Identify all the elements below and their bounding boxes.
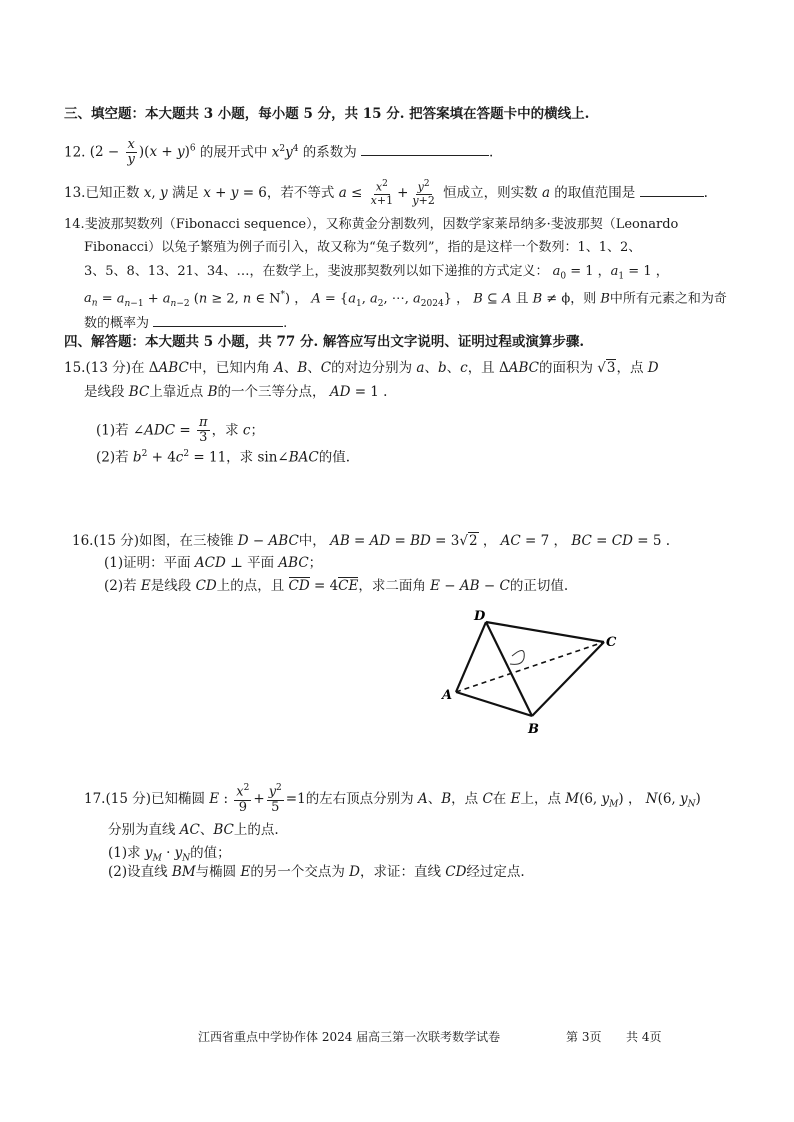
label-D: D — [474, 609, 486, 624]
question-16-part-2: (2)若 E是线段 CD上的点，且 CD = 4CE，求二面角 E − AB − C的正切值. — [104, 578, 569, 594]
edge-BC — [532, 642, 604, 716]
question-15-line-2: 是线段 BC上靠近点 B的一个三等分点， AD = 1 . — [84, 384, 388, 400]
section-4-heading: 四、解答题：本大题共 5 小题，共 77 分. 解答应写出文字说明、证明过程或演算步骤. — [64, 334, 585, 350]
label-A: A — [442, 688, 453, 703]
question-17-part-1: (1)求 $y_M \cdot y_N$的值； — [108, 845, 231, 864]
label-C: C — [606, 635, 617, 650]
section-3-heading: 三、填空题：本大题共 3 小题，每小题 5 分，共 15 分. 把答案填在答题卡中的横线上. — [64, 106, 590, 122]
tetrahedron-figure — [436, 606, 626, 738]
q12-expression: (2 − $\frac{x}{y}$ )$(x + y)^6$ — [89, 137, 196, 168]
edge-DA — [456, 622, 486, 692]
q12-number: 12. — [64, 144, 86, 161]
question-15-part-2: (2)若 $b^2 + 4c^2 = 11$，求 sin∠BAC的值. — [96, 449, 351, 466]
question-14-line-3: 3、5、8、13、21、34、…，在数学上，斐波那契数列以如下递推的方式定义： $a_0 = 1$ ，$a_1 = 1$ ， — [84, 264, 669, 282]
question-17-line-1: 17.(15 分)已知椭圆 E : $\frac{x^2}{9}$ + $\frac{y^2}{5}$ =1的左右顶点分别为 A、B，点 C在 E上，点 M(6, $y_M$) ， N(6, $y_N$) — [84, 783, 701, 815]
q14-answer-blank — [153, 314, 283, 327]
question-16-line-1: 16.(15 分)如图，在三棱锥 D − ABC中， AB = AD = BD = 3√2 ， AC = 7 ， BC = CD = 5 . — [72, 533, 670, 549]
question-16-part-1: (1)证明：平面 ACD ⊥ 平面 ABC； — [104, 555, 323, 571]
footer-page-number: 第 3页 — [566, 1030, 602, 1044]
pencil-mark — [510, 650, 524, 664]
edge-AB — [456, 692, 532, 716]
question-14-line-1: 14.斐波那契数列（Fibonacci sequence），又称黄金分割数列，因数学家莱昂纳多·斐波那契（Leonardo — [64, 217, 679, 232]
question-17-line-2: 分别为直线 AC、BC上的点. — [108, 822, 279, 838]
edge-AC-hidden — [456, 642, 604, 692]
q13-answer-blank — [640, 184, 704, 197]
question-15-line-1: 15.(13 分)在 ΔABC中，已知内角 A、B、C的对边分别为 a、b、c，且 ΔABC的面积为 √3，点 D — [64, 360, 659, 376]
label-B: B — [528, 722, 539, 737]
footer-total-pages: 共 4页 — [626, 1030, 662, 1044]
question-15-part-1: (1)若 ∠ADC = $\frac{\pi}{3}$ ，求 c； — [96, 415, 264, 446]
question-14-line-4: $a_n = a_{n-1} + a_{n-2}$ (n ≥ 2, n ∈ N*) ， $A = \{a_1$, $a_2$, ⋯, $a_{2024}$} ， B ⊆ A 且 B ≠ ϕ，则 B中所有元素之和为奇 — [84, 290, 727, 309]
q12-answer-blank — [361, 143, 489, 156]
edge-DC — [486, 622, 604, 642]
question-14-line-2: Fibonacci）以兔子繁殖为例子而引入，故又称为“兔子数列”，指的是这样一个数列：1、1、2、 — [84, 240, 642, 255]
question-17-part-2: (2)设直线 BM与椭圆 E的另一个交点为 D，求证：直线 CD经过定点. — [108, 864, 525, 880]
question-14-line-5: 数的概率为 . — [84, 316, 288, 331]
question-12: 12. (2 − $\frac{x}{y}$ )$(x + y)^6$ 的展开式中 $x^2y^4$ 的系数为 . — [64, 137, 494, 168]
question-13: 13.已知正数 x, y 满足 x + y = 6，若不等式 a ≤ $\frac{x^2}{x+1}$ + $\frac{y^2}{y+2}$ 恒成立，则实数 a 的取值范围是 . — [64, 179, 708, 207]
footer-exam-title: 江西省重点中学协作体 2024 届高三第一次联考数学试卷 — [198, 1030, 501, 1044]
